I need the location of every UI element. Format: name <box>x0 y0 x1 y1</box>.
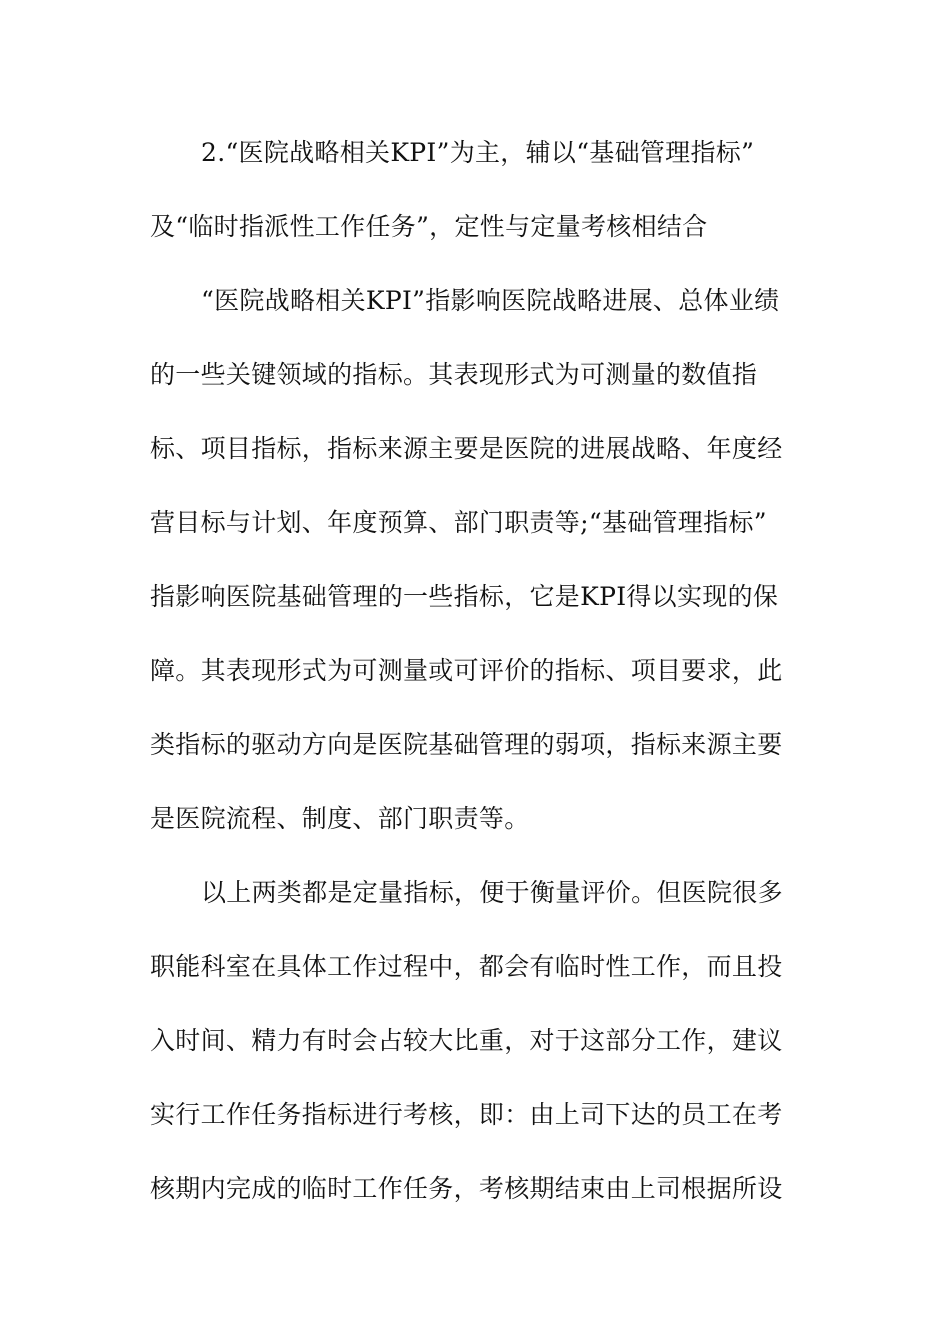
paragraph1-line-7: 类指标的驱动方向是医院基础管理的弱项，指标来源主要 <box>150 730 783 759</box>
paragraph1-line-3: 标、项目指标，指标来源主要是医院的进展战略、年度经 <box>150 434 783 463</box>
heading-line-2: 及“临时指派性工作任务”，定性与定量考核相结合 <box>150 212 708 241</box>
paragraph1-line-8: 是医院流程、制度、部门职责等。 <box>150 804 530 833</box>
paragraph1-line-1: “医院战略相关KPI”指影响医院战略进展、总体业绩 <box>201 286 780 315</box>
paragraph2-line-3: 入时间、精力有时会占较大比重，对于这部分工作，建议 <box>150 1026 783 1055</box>
paragraph2-line-5: 核期内完成的临时工作任务，考核期结束由上司根据所设 <box>150 1174 783 1203</box>
heading-line-1: 2.“医院战略相关KPI”为主，辅以“基础管理指标” <box>201 138 755 167</box>
paragraph2-line-4: 实行工作任务指标进行考核，即：由上司下达的员工在考 <box>150 1100 783 1129</box>
paragraph2-line-2: 职能科室在具体工作过程中，都会有临时性工作，而且投 <box>150 952 783 981</box>
paragraph1-line-2: 的一些关键领域的指标。其表现形式为可测量的数值指 <box>150 360 758 389</box>
paragraph1-line-4: 营目标与计划、年度预算、部门职责等;“基础管理指标” <box>150 508 767 537</box>
paragraph2-line-1: 以上两类都是定量指标，便于衡量评价。但医院很多 <box>201 878 783 907</box>
paragraph1-line-5: 指影响医院基础管理的一些指标，它是KPI得以实现的保 <box>150 582 779 611</box>
paragraph1-line-6: 障。其表现形式为可测量或可评价的指标、项目要求，此 <box>150 656 783 685</box>
